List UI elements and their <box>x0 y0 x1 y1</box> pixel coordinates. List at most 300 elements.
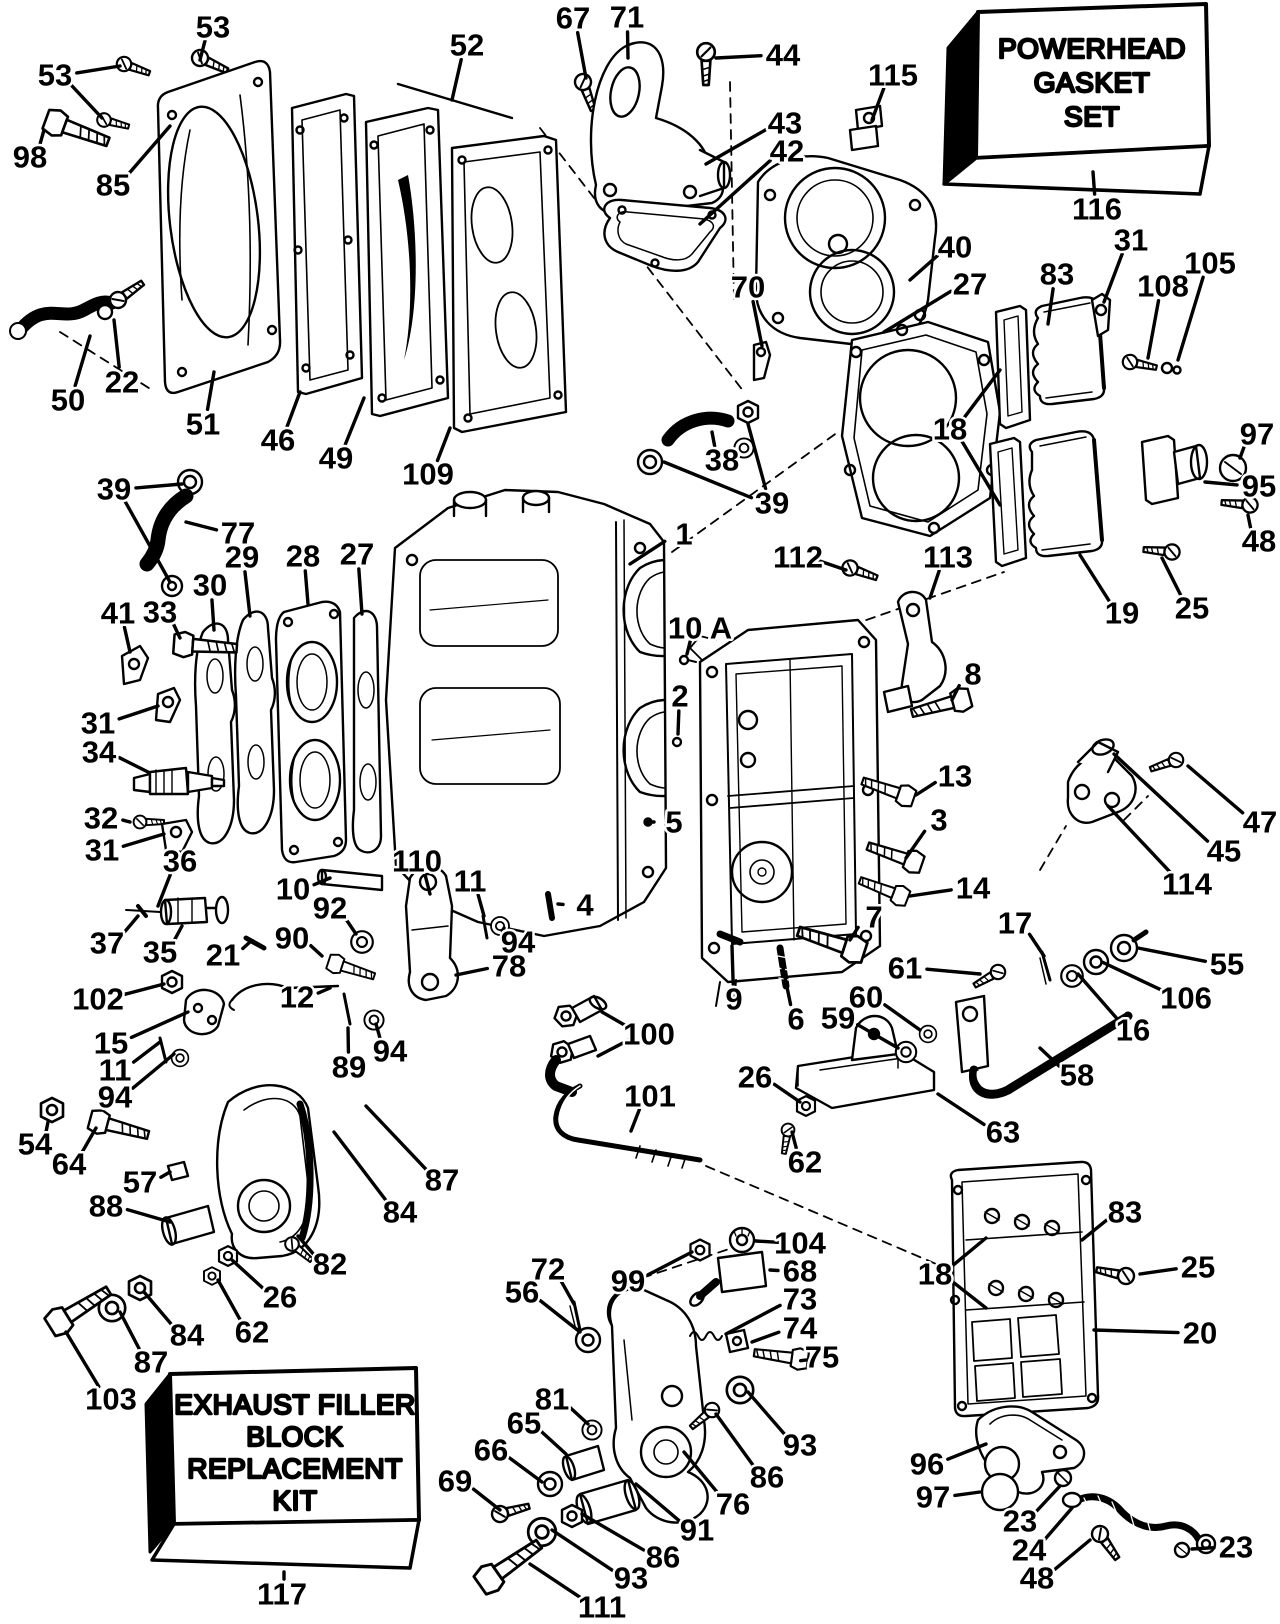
leader-line <box>582 1514 644 1550</box>
part-label-114 <box>1108 806 1213 902</box>
construction-line <box>1040 826 1066 870</box>
gasket-plates-art <box>292 84 566 432</box>
part-label-2 <box>671 679 688 735</box>
leader-line <box>124 627 130 652</box>
part-number: 94 <box>97 1079 133 1115</box>
construction-line <box>730 82 734 300</box>
part-label-50 <box>51 336 90 418</box>
part-number: 67 <box>555 0 591 36</box>
part-number: 41 <box>100 595 136 631</box>
part-label-55 <box>1138 947 1244 982</box>
retainer-clip-art <box>754 342 770 380</box>
part-label-6 <box>783 968 805 1037</box>
part-number: 112 <box>772 539 824 575</box>
exhaust-filler-kit-box <box>146 1368 419 1568</box>
part-number: 87 <box>133 1344 169 1380</box>
part-number: 103 <box>85 1381 137 1417</box>
leader-line <box>570 1408 588 1424</box>
part-number: 7 <box>865 899 883 935</box>
part-label-62 <box>788 1132 822 1180</box>
leader-line <box>716 1414 753 1465</box>
part-number: 116 <box>1071 191 1123 227</box>
part-number: 48 <box>1019 1560 1055 1596</box>
part-label-35 <box>143 926 182 970</box>
leader-line <box>706 130 765 164</box>
part-number: 29 <box>224 539 260 575</box>
part-number: 113 <box>922 539 974 575</box>
leader-line <box>930 571 939 598</box>
part-number: 86 <box>645 1539 681 1575</box>
part-number: 45 <box>1206 833 1242 869</box>
head-gaskets-art <box>195 602 381 863</box>
part-label-25 <box>1162 558 1209 626</box>
part-number: 87 <box>424 1162 460 1198</box>
part-number: 114 <box>1161 866 1213 902</box>
part-number: 53 <box>37 57 73 93</box>
part-label-62 <box>218 1280 269 1350</box>
part-number: 92 <box>312 890 348 926</box>
part-label-12 <box>280 980 330 1015</box>
part-label-20 <box>1094 1316 1217 1351</box>
leader-line <box>305 571 308 604</box>
fuel-fittings-art <box>550 994 608 1092</box>
part-label-94 <box>373 1024 408 1069</box>
part-number: 34 <box>81 734 117 770</box>
leader-line <box>748 1392 785 1434</box>
part-number: 73 <box>782 1281 818 1317</box>
leader-line <box>1037 1486 1060 1511</box>
part-label-106 <box>1102 962 1212 1016</box>
part-number: 12 <box>279 979 315 1015</box>
leader-line <box>552 1530 612 1570</box>
leader-line <box>1078 974 1118 1019</box>
leader-line <box>1205 482 1237 485</box>
leader-line <box>716 56 761 58</box>
leader-line <box>334 1132 386 1200</box>
part-number: 117 <box>256 1576 308 1612</box>
part-label-78 <box>456 949 526 984</box>
part-number: 97 <box>915 1479 951 1515</box>
part-number: 89 <box>331 1049 367 1085</box>
part-number: 35 <box>142 934 178 970</box>
part-number: 54 <box>17 1126 53 1162</box>
part-number: 106 <box>1160 980 1212 1016</box>
part-label-93 <box>552 1530 648 1596</box>
part-label-96 <box>910 1444 986 1482</box>
part-number: 27 <box>339 536 375 572</box>
part-number: 25 <box>1180 1249 1216 1285</box>
part-number: 93 <box>782 1427 818 1463</box>
leader-line <box>123 820 130 822</box>
part-number: 17 <box>997 905 1033 941</box>
leader-line <box>119 706 158 719</box>
part-label-93 <box>748 1392 817 1463</box>
part-number: 36 <box>162 843 198 879</box>
part-label-100 <box>598 1012 675 1056</box>
leader-line <box>245 572 250 616</box>
part-number: 47 <box>1242 804 1278 840</box>
part-number: 10 <box>275 871 311 907</box>
part-number: 51 <box>185 406 221 442</box>
part-number: 13 <box>937 758 973 794</box>
part-number: 95 <box>1241 468 1277 504</box>
part-label-117 <box>257 1572 307 1612</box>
part-label-41 <box>101 596 135 653</box>
leader-line <box>66 1332 99 1387</box>
part-number: 84 <box>382 1194 418 1230</box>
leader-line <box>1138 948 1205 961</box>
leader-line <box>134 1042 160 1062</box>
leader-line <box>473 1489 500 1510</box>
part-label-25 <box>1140 1250 1215 1285</box>
part-number: 72 <box>530 1251 566 1287</box>
part-number: 49 <box>318 440 354 476</box>
part-number: 97 <box>1239 416 1275 452</box>
part-number: 102 <box>72 981 124 1017</box>
part-label-115 <box>868 58 918 121</box>
part-number: 91 <box>679 1512 715 1548</box>
part-number: 101 <box>624 1078 676 1114</box>
leader-line <box>530 1564 583 1599</box>
spark-lever-art <box>778 1016 937 1155</box>
part-label-47 <box>1188 766 1277 840</box>
part-number: 56 <box>504 1274 540 1310</box>
part-label-90 <box>275 921 322 957</box>
crankcase-head-cover-art <box>156 61 280 393</box>
part-label-27 <box>340 537 374 615</box>
part-number: 39 <box>754 485 790 521</box>
part-label-87 <box>366 1106 459 1198</box>
part-number: 110 <box>391 843 443 879</box>
leader-line <box>452 59 461 100</box>
part-number: 26 <box>262 1279 298 1315</box>
part-label-69 <box>438 1464 500 1511</box>
leader-line <box>752 1332 779 1342</box>
part-number: 27 <box>952 266 988 302</box>
leader-line <box>1055 1540 1090 1569</box>
part-label-111 <box>530 1564 626 1624</box>
part-number: 98 <box>12 139 48 175</box>
part-number: 75 <box>804 1339 840 1375</box>
part-number: 70 <box>730 269 766 305</box>
part-number: 77 <box>220 515 256 551</box>
part-number: 3 <box>930 802 948 838</box>
part-number: 83 <box>1107 1194 1143 1230</box>
part-label-46 <box>261 392 300 458</box>
part-number: 21 <box>205 937 241 973</box>
leader-line <box>938 1094 984 1124</box>
part-label-17 <box>998 906 1044 957</box>
leader-line <box>1148 301 1159 358</box>
part-number: 99 <box>610 1263 646 1299</box>
part-number: 74 <box>782 1310 818 1346</box>
part-number: 11 <box>98 1052 132 1088</box>
exhaust-filler-kit-text: EXHAUST FILLER BLOCK REPLACEMENT KIT <box>174 1389 416 1516</box>
part-number: 50 <box>50 382 86 418</box>
part-number: 30 <box>192 567 228 603</box>
part-number: 25 <box>1174 590 1210 626</box>
part-number: 23 <box>1218 1529 1254 1565</box>
part-number: 4 <box>576 887 594 923</box>
leader-line <box>770 1270 778 1271</box>
part-label-81 <box>535 1382 588 1425</box>
part-number: 5 <box>665 804 683 840</box>
part-number: 52 <box>449 27 485 63</box>
part-label-112 <box>773 540 846 575</box>
leader-line <box>1140 1269 1176 1274</box>
leader-line <box>345 398 364 444</box>
part-label-102 <box>72 982 164 1017</box>
part-number: 39 <box>96 471 132 507</box>
part-number: 83 <box>1039 256 1075 292</box>
leader-line <box>578 33 586 78</box>
part-label-44 <box>716 38 801 73</box>
part-number: 86 <box>749 1459 785 1495</box>
part-label-36 <box>158 844 197 907</box>
part-number: 90 <box>274 920 310 956</box>
leader-line <box>910 890 951 896</box>
leader-line <box>542 1432 566 1454</box>
part-number: 81 <box>534 1381 570 1417</box>
part-label-64 <box>52 1128 96 1182</box>
leader-line <box>71 85 102 118</box>
part-label-3 <box>906 803 948 859</box>
leader-line <box>1104 254 1122 302</box>
leader-line <box>144 1292 171 1324</box>
part-number: 43 <box>767 105 803 141</box>
part-label-63 <box>938 1094 1020 1150</box>
part-number: 16 <box>1115 1012 1151 1048</box>
part-number: 46 <box>260 422 296 458</box>
powerhead-gasket-set-box <box>944 4 1209 194</box>
part-number: 69 <box>437 1463 473 1499</box>
part-number: 78 <box>491 948 527 984</box>
part-number: 26 <box>737 1059 773 1095</box>
part-label-54 <box>18 1122 53 1162</box>
part-number: 15 <box>93 1025 129 1061</box>
part-number: 20 <box>1182 1315 1218 1351</box>
leader-line <box>1108 806 1171 873</box>
part-label-52 <box>450 28 484 101</box>
part-number: 100 <box>623 1016 675 1052</box>
lifting-bracket-art <box>573 42 730 214</box>
part-number: 59 <box>820 1000 856 1036</box>
part-number: 23 <box>1002 1503 1038 1539</box>
part-number: 48 <box>1241 523 1277 559</box>
part-label-97 <box>1240 417 1274 459</box>
part-number: 85 <box>95 167 131 203</box>
part-number: 24 <box>1011 1532 1047 1568</box>
part-label-113 <box>923 540 973 599</box>
part-label-75 <box>801 1340 840 1375</box>
leader-line <box>1094 1330 1178 1333</box>
part-label-84 <box>144 1292 205 1353</box>
powerhead-gasket-set-text: POWERHEAD GASKET SET <box>997 33 1187 132</box>
leader-line <box>212 600 214 630</box>
leader-line <box>131 1012 188 1037</box>
part-number: 18 <box>917 1256 953 1292</box>
part-label-87 <box>120 1312 168 1380</box>
leader-line <box>955 1492 980 1495</box>
part-label-30 <box>193 568 227 631</box>
part-number: 60 <box>848 979 884 1015</box>
part-number: 28 <box>285 538 321 574</box>
part-number: 84 <box>169 1317 205 1353</box>
part-label-23 <box>1192 1530 1253 1565</box>
part-number: 68 <box>782 1253 818 1289</box>
leader-line <box>927 969 980 974</box>
part-number: 32 <box>83 800 119 836</box>
part-label-61 <box>888 951 980 986</box>
part-number: 53 <box>195 9 231 45</box>
part-number: 18 <box>932 411 968 447</box>
part-label-37 <box>90 916 138 961</box>
leader-line <box>678 711 679 734</box>
leader-line <box>1080 555 1109 601</box>
part-label-92 <box>313 891 356 935</box>
part-label-32 <box>84 801 130 836</box>
leader-line <box>1102 962 1166 992</box>
part-number: 82 <box>312 1246 348 1282</box>
part-number: 63 <box>985 1114 1021 1150</box>
part-number: 115 <box>867 57 919 93</box>
leader-line <box>124 916 138 933</box>
part-label-28 <box>286 539 320 605</box>
part-number: 42 <box>769 133 805 169</box>
part-number: 55 <box>1209 946 1245 982</box>
leader-line <box>119 758 148 772</box>
part-label-57 <box>123 1165 170 1200</box>
part-number: 76 <box>715 1486 751 1522</box>
leader-line <box>648 1252 692 1275</box>
part-number: 66 <box>473 1432 509 1468</box>
part-number: 62 <box>234 1314 270 1350</box>
leader-line <box>748 424 766 489</box>
part-number: 9 <box>725 981 743 1017</box>
part-label-86 <box>716 1414 784 1495</box>
part-number: 14 <box>955 870 991 906</box>
part-label-89 <box>332 1028 366 1085</box>
part-label-14 <box>910 871 991 906</box>
bypass-hose-art <box>638 401 758 474</box>
part-number: 94 <box>372 1033 408 1069</box>
part-label-26 <box>738 1060 800 1103</box>
part-number: 94 <box>500 924 536 960</box>
leader-line <box>1045 1508 1072 1540</box>
part-number: 8 <box>964 656 982 692</box>
part-label-49 <box>319 398 364 476</box>
part-label-103 <box>66 1332 137 1417</box>
part-label-38 <box>705 432 739 478</box>
part-number: 37 <box>89 925 125 961</box>
leader-line <box>726 1305 780 1334</box>
coil-assembly-art <box>1068 737 1185 823</box>
leader-line <box>311 946 322 956</box>
leader-line <box>127 1210 170 1222</box>
leader-line <box>510 1458 542 1482</box>
leader-line <box>77 66 120 73</box>
part-number: 61 <box>887 950 923 986</box>
water-hose-art <box>10 276 147 339</box>
leader-line <box>136 484 182 488</box>
part-label-13 <box>916 759 972 796</box>
leader-line <box>186 522 216 530</box>
head-gasket-art <box>842 322 1000 536</box>
part-number: 62 <box>787 1144 823 1180</box>
part-number: 96 <box>909 1446 945 1482</box>
leader-line <box>161 1172 170 1177</box>
exhaust-gasket-art <box>604 200 725 271</box>
part-label-22 <box>105 320 139 400</box>
part-number: 88 <box>88 1188 124 1224</box>
leader-line <box>243 942 250 948</box>
part-number: 31 <box>84 832 120 868</box>
leader-line <box>318 988 330 993</box>
leader-line <box>359 569 362 614</box>
part-label-34 <box>82 735 148 773</box>
part-label-33 <box>143 595 180 639</box>
part-number: 109 <box>402 456 454 492</box>
part-number: 1 <box>675 516 693 552</box>
part-label-21 <box>206 938 250 973</box>
part-number: 71 <box>609 0 645 35</box>
part-number: 31 <box>80 705 116 741</box>
part-label-26 <box>232 1260 297 1315</box>
leader-line <box>119 984 164 996</box>
part-number: 40 <box>937 229 973 265</box>
part-number: 105 <box>1184 245 1236 281</box>
part-number: 22 <box>104 364 140 400</box>
part-number: 38 <box>704 442 740 478</box>
part-label-98 <box>13 130 47 175</box>
part-label-67 <box>556 1 590 79</box>
part-label-101 <box>624 1079 676 1132</box>
leader-line <box>1192 1548 1214 1549</box>
part-label-31 <box>85 833 164 868</box>
part-label-109 <box>402 428 454 492</box>
part-number: 19 <box>1104 595 1140 631</box>
leader-line <box>916 783 935 795</box>
leader-line <box>287 392 300 426</box>
part-number: 57 <box>122 1164 158 1200</box>
part-label-97 <box>916 1480 980 1515</box>
leader-line <box>456 969 487 975</box>
part-label-19 <box>1080 555 1139 631</box>
part-number: 104 <box>774 1225 826 1261</box>
part-number: 33 <box>142 594 178 630</box>
clamp-art <box>850 106 882 150</box>
part-label-29 <box>225 540 259 617</box>
part-number: 2 <box>671 678 689 714</box>
leader-line <box>366 1106 426 1170</box>
leader-line <box>123 834 164 846</box>
part-number: 111 <box>577 1589 627 1624</box>
part-number: 10 A <box>667 610 733 646</box>
part-number: 65 <box>506 1405 542 1441</box>
part-number: 58 <box>1059 1057 1095 1093</box>
part-number: 108 <box>1137 268 1189 304</box>
part-number: 31 <box>1113 222 1149 258</box>
part-label-53 <box>196 10 230 61</box>
leader-line <box>232 1260 263 1288</box>
part-number: 44 <box>765 37 801 73</box>
part-label-45 <box>1114 754 1241 869</box>
part-number: 6 <box>787 1001 805 1037</box>
part-number: 93 <box>613 1560 649 1596</box>
part-number: 64 <box>51 1146 87 1182</box>
part-label-48 <box>1242 515 1276 559</box>
leader-line <box>114 320 119 367</box>
